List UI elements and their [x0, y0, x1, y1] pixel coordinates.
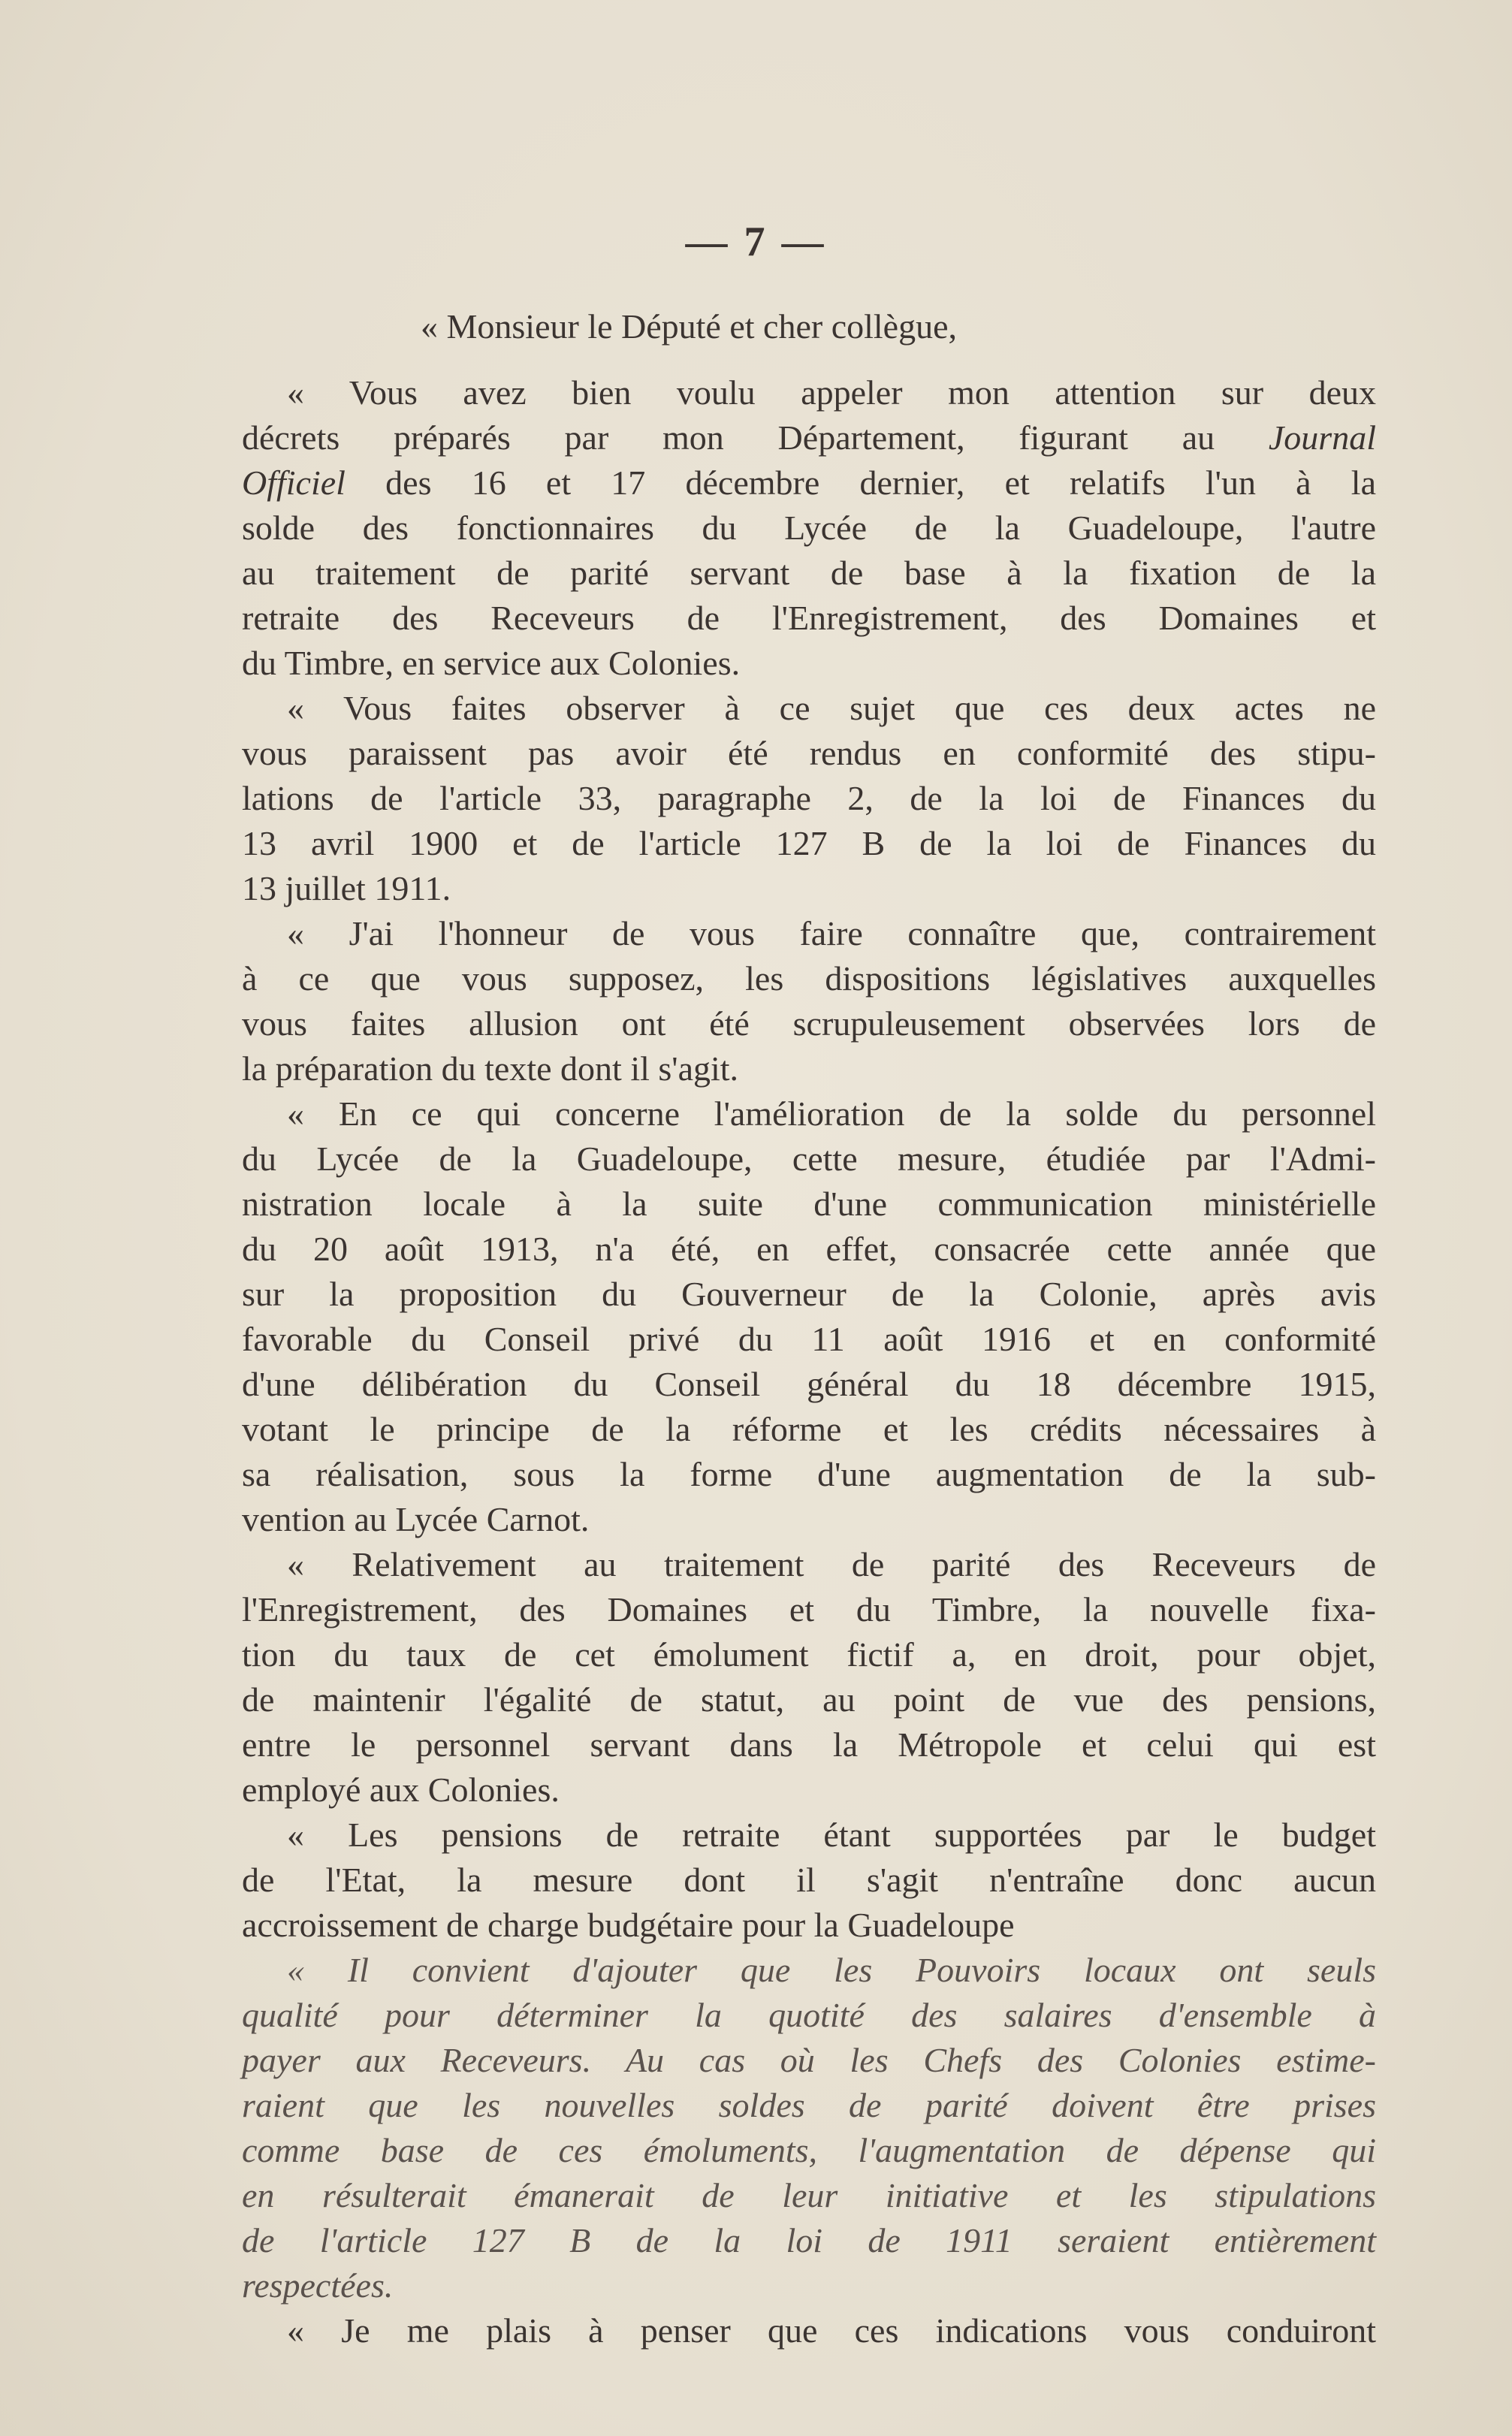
text-line	[242, 415, 1376, 460]
text-fragment: lations de l'article 33, paragraphe 2, de la loi de Finances du	[242, 779, 1376, 817]
text-fragment: qualité pour déterminer la quotité des salaires d'ensemble à	[242, 1996, 1376, 2034]
text-line	[242, 596, 1376, 641]
letter-body	[242, 304, 1376, 2353]
text-fragment: votant le principe de la réforme et les crédits nécessaires à	[242, 1410, 1376, 1448]
text-line	[242, 2128, 1376, 2173]
text-line	[242, 956, 1376, 1001]
text-fragment: du Lycée de la Guadeloupe, cette mesure, étudiée par l'Admi-	[242, 1140, 1376, 1178]
text-fragment: « Les pensions de retraite étant supportées par le budget	[287, 1816, 1376, 1854]
text-line	[242, 641, 1376, 686]
text-fragment: sur la proposition du Gouverneur de la Colonie, après avis	[242, 1275, 1376, 1313]
text-fragment: tion du taux de cet émolument fictif a, en droit, pour objet,	[242, 1635, 1376, 1674]
text-line	[242, 1227, 1376, 1272]
text-fragment: de l'article 127 B de la loi de 1911 seraient entièrement	[242, 2221, 1376, 2259]
text-fragment: vous paraissent pas avoir été rendus en conformité des stipu-	[242, 734, 1376, 772]
text-fragment: « Relativement au traitement de parité des Receveurs de	[287, 1545, 1376, 1583]
text-line	[242, 1182, 1376, 1227]
text-line	[242, 2308, 1376, 2353]
text-line	[242, 460, 1376, 506]
text-line	[242, 1046, 1376, 1091]
text-fragment: « Vous faites observer à ce sujet que ces deux actes ne	[287, 689, 1376, 727]
text-line	[242, 551, 1376, 596]
text-fragment: accroissement de charge budgétaire pour la Guadeloupe	[242, 1906, 1015, 1944]
text-fragment: 13 avril 1900 et de l'article 127 B de la loi de Finances du	[242, 824, 1376, 862]
page-number: — 7 —	[685, 219, 827, 265]
text-line	[242, 1001, 1376, 1046]
text-line	[242, 2083, 1376, 2128]
text-fragment: solde des fonctionnaires du Lycée de la Guadeloupe, l'autre	[242, 509, 1376, 547]
text-line	[242, 1587, 1376, 1632]
text-line	[242, 1407, 1376, 1452]
text-line	[242, 1722, 1376, 1767]
text-line	[242, 1136, 1376, 1182]
text-line	[242, 1813, 1376, 1858]
text-line	[242, 686, 1376, 731]
text-fragment: au traitement de parité servant de base à la fixation de la	[242, 554, 1376, 592]
text-fragment: « En ce qui concerne l'amélioration de la solde du personnel	[287, 1094, 1376, 1133]
text-fragment: nistration locale à la suite d'une communication ministérielle	[242, 1185, 1376, 1223]
text-line	[242, 2263, 1376, 2308]
text-fragment: respectées.	[242, 2266, 394, 2305]
text-line	[242, 821, 1376, 866]
text-line	[242, 304, 1376, 370]
text-fragment: à ce que vous supposez, les dispositions législatives auxquelles	[242, 959, 1376, 998]
text-fragment: du 20 août 1913, n'a été, en effet, consacrée cette année que	[242, 1230, 1376, 1268]
text-line	[242, 506, 1376, 551]
text-fragment: l'Enregistrement, des Domaines et du Timbre, la nouvelle fixa-	[242, 1590, 1376, 1629]
text-fragment: 13 juillet 1911.	[242, 869, 451, 907]
text-fragment: en résulterait émanerait de leur initiative et les stipulations	[242, 2176, 1376, 2214]
text-line	[242, 776, 1376, 821]
text-line	[242, 1362, 1376, 1407]
text-fragment: du Timbre, en service aux Colonies.	[242, 644, 741, 682]
text-fragment: des 16 et 17 décembre dernier, et relatifs l'un à la	[345, 463, 1376, 502]
text-fragment: comme base de ces émoluments, l'augmentation de dépense qui	[242, 2131, 1376, 2169]
text-fragment: « J'ai l'honneur de vous faire connaître que, contrairement	[287, 914, 1376, 952]
text-fragment: sa réalisation, sous la forme d'une augmentation de la sub-	[242, 1455, 1376, 1493]
italic-fragment: Journal	[1268, 418, 1376, 457]
text-line	[242, 1452, 1376, 1497]
text-fragment: « Je me plais à penser que ces indications vous conduiront	[287, 2311, 1376, 2350]
text-fragment: d'une délibération du Conseil général du 18 décembre 1915,	[242, 1365, 1376, 1403]
italic-fragment: Officiel	[242, 463, 346, 502]
text-fragment: décrets préparés par mon Département, figurant au	[242, 418, 1269, 457]
text-fragment: vous faites allusion ont été scrupuleusement observées lors de	[242, 1004, 1376, 1043]
text-fragment: vention au Lycée Carnot.	[242, 1500, 590, 1538]
text-line	[242, 2218, 1376, 2263]
text-line	[242, 1542, 1376, 1587]
text-fragment: payer aux Receveurs. Au cas où les Chefs des Colonies estime-	[242, 2041, 1376, 2079]
text-fragment: « Il convient d'ajouter que les Pouvoirs locaux ont seuls	[287, 1951, 1376, 1989]
text-line	[242, 1272, 1376, 1317]
text-line	[242, 1948, 1376, 1993]
text-line	[242, 866, 1376, 911]
text-line	[242, 1091, 1376, 1136]
text-line	[242, 2038, 1376, 2083]
text-line	[242, 2173, 1376, 2218]
text-fragment: la préparation du texte dont il s'agit.	[242, 1049, 739, 1088]
text-fragment: favorable du Conseil privé du 11 août 1916 et en conformité	[242, 1320, 1376, 1358]
text-line	[242, 911, 1376, 956]
text-line	[242, 1497, 1376, 1542]
text-fragment: de l'Etat, la mesure dont il s'agit n'entraîne donc aucun	[242, 1861, 1376, 1899]
text-line	[242, 1993, 1376, 2038]
text-fragment: employé aux Colonies.	[242, 1770, 560, 1809]
text-fragment: entre le personnel servant dans la Métropole et celui qui est	[242, 1725, 1376, 1764]
text-line	[242, 1677, 1376, 1722]
text-fragment: « Vous avez bien voulu appeler mon attention sur deux	[287, 373, 1376, 412]
text-line	[242, 1632, 1376, 1677]
text-fragment: retraite des Receveurs de l'Enregistrement, des Domaines et	[242, 599, 1376, 637]
text-fragment: raient que les nouvelles soldes de parité doivent être prises	[242, 2086, 1376, 2124]
text-line	[242, 1317, 1376, 1362]
text-line	[242, 1858, 1376, 1903]
text-fragment: de maintenir l'égalité de statut, au point de vue des pensions,	[242, 1680, 1376, 1719]
text-line	[242, 1767, 1376, 1813]
text-line	[242, 1903, 1376, 1948]
text-line	[242, 370, 1376, 415]
text-line	[242, 731, 1376, 776]
text-fragment: « Monsieur le Député et cher collègue,	[421, 307, 958, 346]
